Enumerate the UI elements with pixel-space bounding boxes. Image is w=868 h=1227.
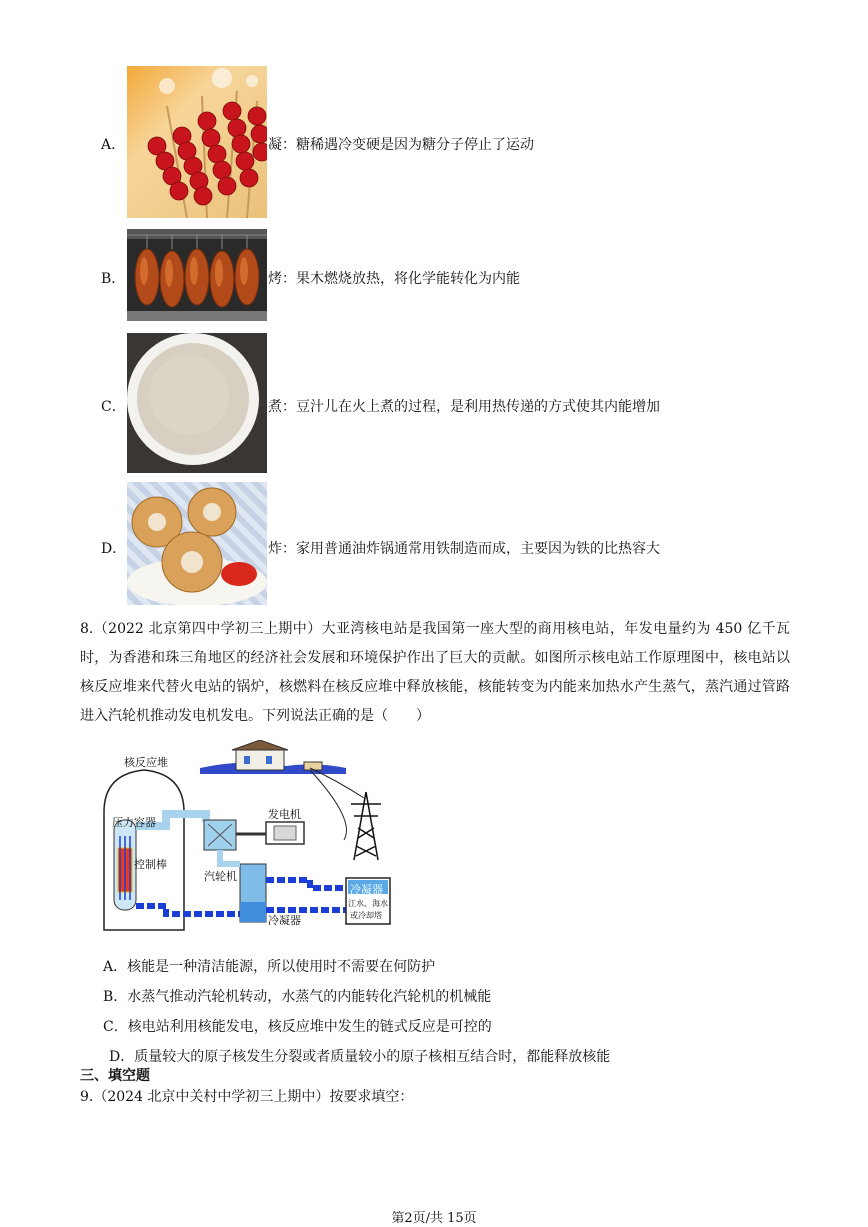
page-footer: 第2页/共 15页 <box>391 1211 477 1226</box>
generator-label: 发电机 <box>268 808 301 821</box>
question-9-stem: 9.（2024 北京中关村中学初三上期中）按要求填空： <box>80 1089 414 1105</box>
option-letter: D． <box>101 541 127 557</box>
option-text: 炸：家用普通油炸锅通常用铁制造而成，主要因为铁的比热容大 <box>268 541 660 557</box>
option-text: 煮：豆汁儿在火上煮的过程，是利用热传递的方式使其内能增加 <box>268 399 660 415</box>
tanghulu-photo <box>127 66 267 218</box>
choice-d: D．质量较大的原子核发生分裂或者质量较小的原子核相互结合时，都能释放核能 <box>109 1049 611 1065</box>
section-title: 三、填空题 <box>80 1068 150 1084</box>
reactor-label: 核反应堆 <box>124 756 168 769</box>
turbine-label: 汽轮机 <box>204 870 237 883</box>
nuclear-plant-diagram <box>96 740 396 935</box>
fried-rings-photo <box>127 482 267 605</box>
option-text: 凝：糖稀遇冷变硬是因为糖分子停止了运动 <box>268 137 534 153</box>
roast-duck-photo <box>127 229 267 321</box>
option-letter: A． <box>101 137 126 153</box>
condenser-label: 冷凝器 <box>268 914 301 927</box>
pressure-vessel-label: 压力容器 <box>112 816 156 829</box>
option-letter: B． <box>101 271 126 287</box>
choice-c: C．核电站利用核能发电，核反应堆中发生的链式反应是可控的 <box>103 1019 492 1035</box>
question-8-stem: 8.（2022 北京第四中学初三上期中）大亚湾核电站是我国第一座大型的商用核电站，年发电量约为 450 亿千瓦时，为香港和珠三角地区的经济社会发展和环境保护作出了巨大的贡献。如图所示核电站工作原理图中，核电站以核反应堆来代替火电站的锅炉，核燃料在核反应堆中释放核能，核能转变为内能来加热水产生蒸气，蒸汽通过管路进入汽轮机推动发电机发电。下列说法正确的是（ ） <box>80 621 790 724</box>
choice-b: B．水蒸气推动汽轮机转动，水蒸气的内能转化汽轮机的机械能 <box>103 989 492 1005</box>
choice-a: A．核能是一种清洁能源，所以使用时不需要在何防护 <box>103 959 436 975</box>
condenser-box-label: 冷凝器 <box>350 883 383 896</box>
douzhi-bowl-photo <box>127 333 267 473</box>
control-rod-label: 控制棒 <box>134 858 167 871</box>
option-text: 烤：果木燃烧放热，将化学能转化为内能 <box>268 271 520 287</box>
cooling-note-2: 或冷却塔 <box>350 911 382 920</box>
option-letter: C． <box>101 399 126 415</box>
cooling-note-1: 江水、海水 <box>348 899 388 908</box>
